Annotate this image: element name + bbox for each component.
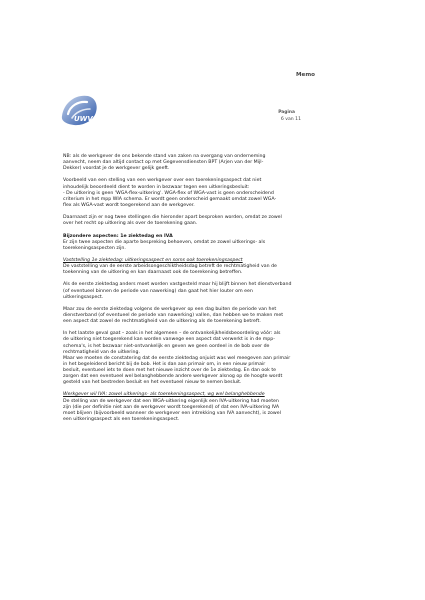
text-line: toerekeningsaspecten zijn. [63,245,126,251]
subheading-line: Vaststelling 1e ziektedag: uitkeringsaspect en soms ook toerekeningsaspect [63,257,243,263]
text-line: De vaststelling van de eerste arbeidsongeschiktheidsdag betreft de rechtmatigheid van de [63,264,277,270]
text-line: de uitkering niet toegerekend kan worden vanwege een aspect dat verwerkt is in de mpp- [63,337,275,343]
page-number: 6 van 11 [280,117,301,122]
text-line: moet blijven (bijvoorbeeld wanneer de werkgever een intrekking van IVA aanvecht), is zowel [63,410,281,416]
text-line: Maar we moeten de constatering dat de eerste ziektedag onjuist was wel meegeven aan primair [63,355,291,361]
text-line: criterium in het mpp WIA schema. Er wordt geen onderscheid gemaakt omdat zowel WGA- [63,196,277,202]
text-line: Dekker) voordat je de werkgever gelijk geeft. [63,166,170,172]
text-line: uitkeringsaspect. [63,294,104,300]
text-line: in het begeleidend bericht bij de bob. Het is dan aan primair om, in een nieuw primair [63,361,266,367]
paragraph [63,154,363,172]
paragraph [63,331,363,386]
text-line: inhoudelijk beoordeeld dient te worden in bezwaar tegen een uitkeringsbesluit: [63,184,250,190]
memo-label: Memo [295,72,315,78]
text-line: toekenning van de uitkering en kan daarnaast ook de toerekening betreffen. [63,270,243,276]
text-line: rechtmatigheid van de uitkering. [63,349,140,355]
text-line: flex als WGA-vast wordt toegerekend aan de werkgever. [63,202,195,208]
paragraph [63,178,363,208]
page-label: Pagina [278,110,295,115]
text-line: De stelling van de werkgever dat een WGA-uitkering eigenlijk een IVA-uitkering had moeten [63,398,279,404]
text-line: Er zijn twee aspecten die aparte bespreking behoeven, omdat ze zowel uitkerings- als [63,239,266,245]
paragraph [63,282,363,300]
heading-line: Bijzondere aspecten: 1e ziektedag en IVA [63,233,173,239]
text-line: In het laatste geval gaat – zoals in het algemeen – de ontvankelijkheidsbeoordeling vóór: als [63,331,281,337]
text-line: Als de eerste ziektedag anders moet worden vastgesteld maar hij blijft binnen het dienstverband [63,282,292,288]
text-line: schema's, is het bezwaar niet-ontvankelijk en geven we geen oordeel in de bob over de [63,343,270,349]
text-line: zijn (die per definitie niet aan de werkgever wordt toegerekend) of dat een IVA-uitkering IVA [63,404,280,410]
paragraph [63,234,363,252]
text-line: aanvecht, neem dan altijd contact op met Gegevensdiensten BPT (Arjen van der Mijl- [63,160,264,166]
text-line: (of eventueel binnen de periode van nawerking) dan gaat het hier louter om een [63,288,253,294]
text-line: NB: als de werkgever de ons bekende stand van zaken na overgang van onderneming [63,154,266,159]
text-line: gesteld van het bestreden besluit en het eventueel nieuw te nemen besluit. [63,380,242,386]
subheading-line: Werkgever wil IVA: zowel uitkerings- als toerekeningsaspect, wg wel belanghebbende [63,392,265,398]
svg-text:UWV: UWV [74,115,93,123]
paragraph [63,307,363,325]
memo-body [63,154,363,429]
text-line: besluit, eventueel iets te doen met het nieuwe inzicht over de 1e ziektedag. En dan ook te [63,367,277,373]
text-line: Maar zou de eerste ziektedag volgens de werkgever op een dag buiten de periode van het [63,306,277,312]
paragraph [63,258,363,276]
paragraph [63,215,363,227]
text-line: over het recht op uitkering als over de toerekening gaan. [63,221,198,227]
text-line: zorgen dat een eventueel wel belanghebbende andere werkgever alsnog op de hoogte wordt [63,374,283,380]
paragraph [63,392,363,422]
text-line: Daarnaast zijn er nog twee stellingen die hieronder apart besproken worden, omdat ze zowel [63,215,282,221]
text-line: een uitkeringsaspect als een toerekeningsaspect. [63,416,180,422]
text-line: een aspect dat zowel de rechtmatigheid van de uitkering als de toerekening betreft. [63,319,261,325]
text-line: - De uitkering is geen 'WGA-flex-uitkering'. WGA-flex of WGA-vast is geen onderscheidend [63,190,274,196]
uwv-logo [58,88,100,130]
uwv-logo-icon [58,88,100,130]
text-line: dienstverband (of eventueel de periode van nawerking) vallen, dan hebben we te maken met [63,313,284,318]
text-line: Voorbeeld van een stelling van een werkgever over een toerekeningsaspect dat niet [63,178,262,184]
